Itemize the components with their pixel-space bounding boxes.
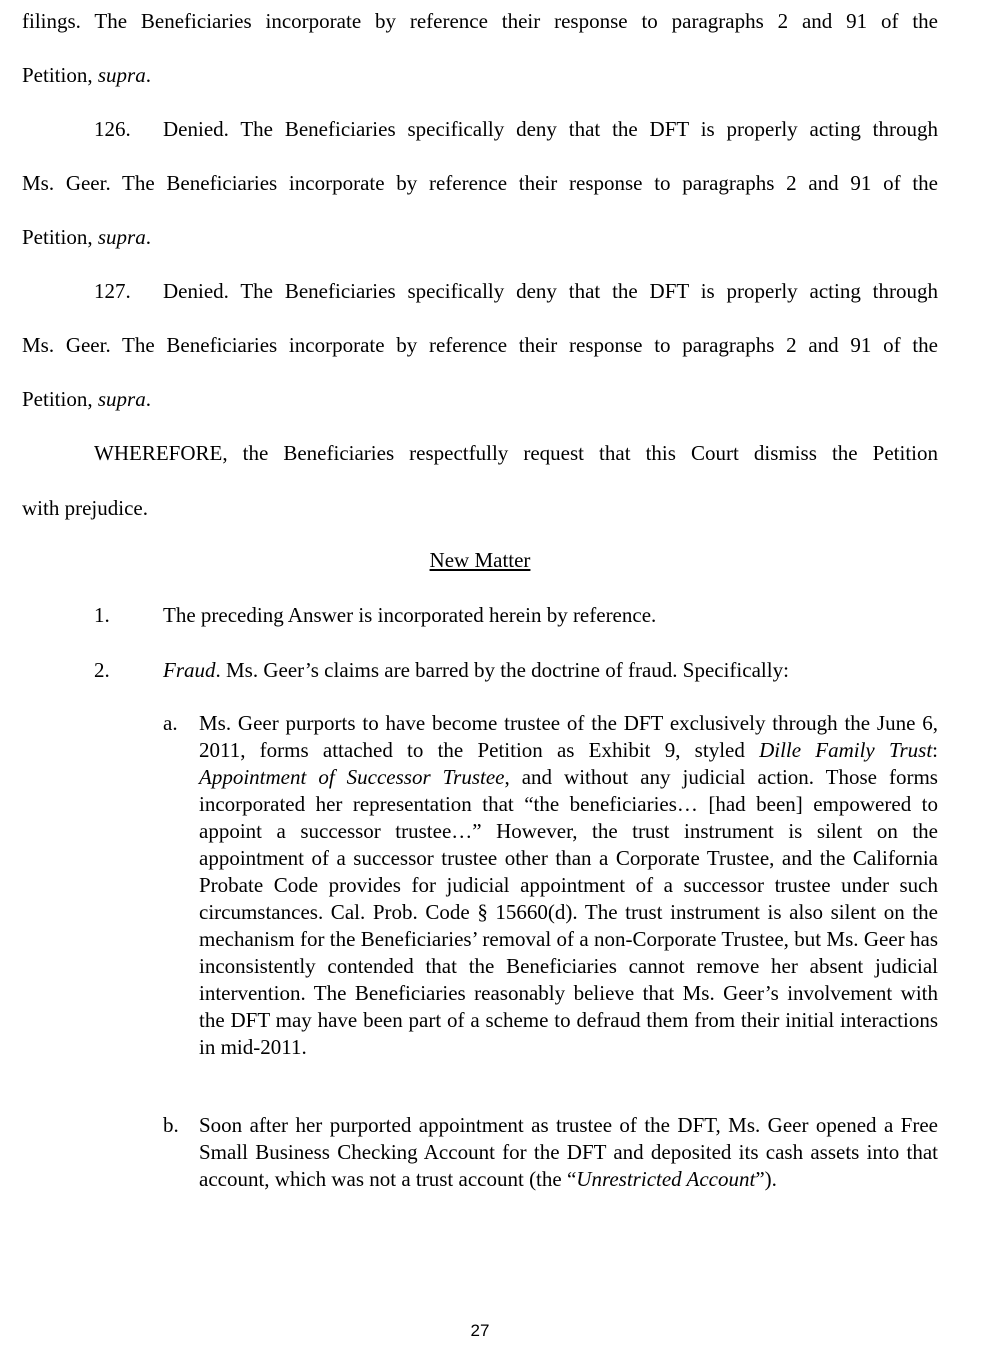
wherefore-line-2: with prejudice.: [22, 496, 148, 520]
para-126-line-1: Denied. The Beneficiaries specifically deny that the DFT is properly acting through: [163, 117, 938, 141]
para-125-line-1: filings. The Beneficiaries incorporate by reference their response to paragraphs 2 and 91 of the: [22, 9, 938, 33]
para-127-line-1: Denied. The Beneficiaries specifically deny that the DFT is properly acting through: [163, 279, 938, 303]
new-matter-item-1-text: The preceding Answer is incorporated herein by reference.: [163, 603, 657, 627]
sub-item-a-letter: a.: [163, 711, 178, 735]
new-matter-item-1-number: 1.: [94, 603, 110, 627]
para-126-number: 126.: [94, 117, 131, 141]
page-number: 27: [470, 1321, 490, 1340]
para-127-line-3: Petition, supra.: [22, 387, 151, 411]
section-heading-new-matter: New Matter: [429, 548, 531, 572]
para-125-line-2: Petition, supra.: [22, 63, 151, 87]
new-matter-item-2-text: Fraud. Ms. Geer’s claims are barred by the doctrine of fraud. Specifically:: [163, 658, 789, 682]
sub-item-b-text: Soon after her purported appointment as trustee of the DFT, Ms. Geer opened a Free Small Business Checking Account for the DFT and deposited its cash assets into that account, which was not a trust account (the “Unrestricted Account”).: [199, 1113, 938, 1191]
para-126-line-2: Ms. Geer. The Beneficiaries incorporate by reference their response to paragraphs 2 and 91 of the: [22, 171, 938, 195]
sub-item-b-letter: b.: [163, 1113, 179, 1137]
new-matter-item-2-number: 2.: [94, 658, 110, 682]
para-127-line-2: Ms. Geer. The Beneficiaries incorporate by reference their response to paragraphs 2 and 91 of the: [22, 333, 938, 357]
sub-item-a-text: Ms. Geer purports to have become trustee of the DFT exclusively through the June 6, 2011, forms attached to the Petition as Exhibit 9, styled Dille Family Trust: Appointment of Successor Trustee, and without any judicial action. Those forms incorporated her representation that “the beneficiaries… [had been] empowered to appoint a successor trustee…” However, the trust instrument is silent on the appointment of a successor trustee other than a Corporate Trustee, and the California Probate Code provides for judicial appointment of a successor trustee under such circumstances. Cal. Prob. Code § 15660(d). The trust instrument is also silent on the mechanism for the Beneficiaries’ removal of a non-Corporate Trustee, but Ms. Geer has inconsistently contended that the Beneficiaries cannot remove her absent judicial intervention. The Beneficiaries reasonably believe that Ms. Geer’s involvement with the DFT may have been part of a scheme to defraud them from their initial interactions in mid-2011.: [199, 711, 938, 1059]
para-127-number: 127.: [94, 279, 131, 303]
wherefore-line-1: WHEREFORE, the Beneficiaries respectfully request that this Court dismiss the Petition: [94, 441, 938, 465]
para-126-line-3: Petition, supra.: [22, 225, 151, 249]
